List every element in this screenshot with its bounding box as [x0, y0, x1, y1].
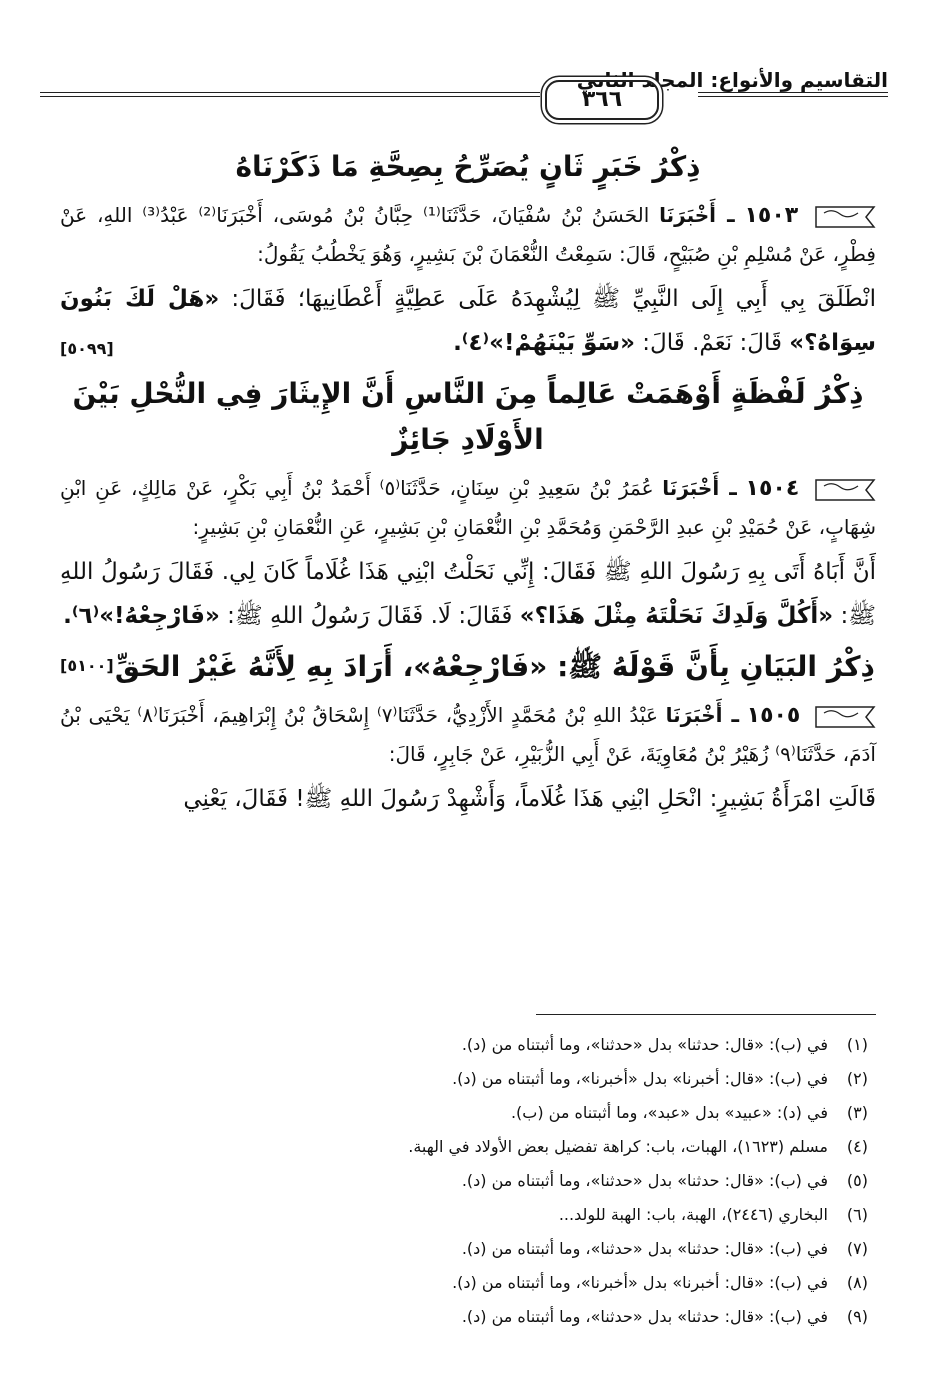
akhbarana: أَخْبَرَنَا	[662, 476, 720, 500]
matn-text: قَالَتِ امْرَأَةُ بَشِيرٍ: انْحَلِ ابْنِي هَذَا غُلَاماً، وَأَشْهِدْ رَسُولَ اللهِ ﷺ! فَقَالَ، يَعْنِي	[183, 786, 876, 812]
main-text	[60, 140, 876, 827]
matn-tail: قَالَ: نَعَمْ. قَالَ:	[635, 330, 790, 356]
footnote-text: في (ب): «قال: حدثنا» بدل «حدثنا»، وما أثبتناه من (د).	[461, 1035, 828, 1054]
akhbarana: أَخْبَرَنَا	[665, 703, 723, 727]
footnote	[60, 1266, 868, 1300]
chapter-title: ذِكْرُ البَيَانِ بِأَنَّ قَوْلَهُ ﷺ: «فَارْجِعْهُ»، أَرَادَ بِهِ لِأَنَّهُ غَيْرُ الحَقِّ	[114, 650, 875, 683]
footnote-number: (٩)	[846, 1307, 868, 1326]
footnote-number: (٢)	[846, 1069, 868, 1088]
footnote-text: في (ب): «قال: أخبرنا» بدل «أخبرنا»، وما أثبتناه من (د).	[452, 1273, 828, 1292]
header-rule-left	[40, 92, 540, 97]
chapter-title: ذِكْرُ خَبَرٍ ثَانٍ يُصَرِّحُ بِصِحَّةِ مَا ذَكَرْنَاهُ	[235, 150, 701, 183]
footnote	[60, 1164, 868, 1198]
footnote	[60, 1062, 868, 1096]
footnote-divider	[536, 1014, 876, 1015]
matn-quote-2: «سَوِّ بَيْنَهُمْ!»⁽٤⁾.	[453, 330, 635, 356]
footnote	[60, 1198, 868, 1232]
footnote-number: (٤)	[846, 1137, 868, 1156]
footnote	[60, 1300, 868, 1334]
footnote-text: في (ب): «قال: أخبرنا» بدل «أخبرنا»، وما أثبتناه من (د).	[452, 1069, 828, 1088]
footnote-number: (٦)	[846, 1205, 868, 1224]
matn-quote: «أَكُلَّ وَلَدِكَ نَحَلْتَهُ مِثْلَ هَذَا؟»	[519, 603, 834, 629]
running-title: التقاسيم والأنواع: المجلد الثاني	[576, 68, 888, 92]
isnad: ١٥٠٥ ـ أَخْبَرَنَا عَبْدُ اللهِ بْنُ مُحَمَّدٍ الأَزْدِيُّ، حَدَّثَنَا⁽٧⁾ إِسْحَاقُ بْنُ إِبْرَاهِيمَ، أَخْبَرَنَا⁽٨⁾ يَحْيَى بْنُ آدَمَ، حَدَّثَنَا⁽٩⁾ زُهَيْرُ بْنُ مُعَاوِيَةَ، عَنْ أَبِي الزُّبَيْرِ، عَنْ جَابِرٍ، قَالَ:	[60, 703, 876, 766]
running-header	[40, 62, 888, 132]
matn-text: انْطَلَقَ بِي أَبِي إِلَى النَّبِيِّ ﷺ لِيُشْهِدَهُ عَلَى عَطِيَّةٍ أَعْطَانِيهَا؛ فَقَالَ:	[219, 286, 876, 312]
isnad-text: عُمَرُ بْنُ سَعِيدِ بْنِ سِنَانٍ، حَدَّثَنَا⁽٥⁾ أَحْمَدُ بْنُ أَبِي بَكْرٍ، عَنْ مَالِكٍ، عَنِ ابْنِ شِهَابٍ، عَنْ حُمَيْدِ بْنِ عبدِ الرَّحْمَنِ وَمُحَمَّدِ بْنِ النُّعْمَانِ بْنِ بَشِيرٍ، عَنِ النُّعْمَانِ بْنِ بَشِيرٍ:	[60, 476, 876, 539]
cross-reference: [٥١٠٠]	[60, 656, 114, 675]
hadith-number: ١٥٠٥	[746, 703, 801, 728]
chapter-3	[60, 644, 876, 821]
footnote-text: البخاري (٢٤٤٦)، الهبة، باب: الهبة للولد...	[558, 1205, 828, 1224]
footnote-number: (٧)	[846, 1239, 868, 1258]
isnad-text: عَبْدُ اللهِ بْنُ مُحَمَّدٍ الأَزْدِيُّ، حَدَّثَنَا⁽٧⁾ إِسْحَاقُ بْنُ إِبْرَاهِيمَ، أَخْبَرَنَا⁽٨⁾ يَحْيَى بْنُ آدَمَ، حَدَّثَنَا⁽٩⁾ زُهَيْرُ بْنُ مُعَاوِيَةَ، عَنْ أَبِي الزُّبَيْرِ، عَنْ جَابِرٍ، قَالَ:	[60, 703, 876, 766]
footnote-text: مسلم (١٦٢٣)، الهبات، باب: كراهة تفضيل بعض الأولاد في الهبة.	[408, 1137, 828, 1156]
hadith-badge-icon	[814, 204, 876, 230]
footnote-number: (٥)	[846, 1171, 868, 1190]
hadith-badge-icon	[814, 477, 876, 503]
footnote-text: في (ب): «قال: حدثنا» بدل «حدثنا»، وما أثبتناه من (د).	[461, 1239, 828, 1258]
header-rule-right	[698, 92, 888, 97]
footnotes	[60, 1028, 868, 1334]
matn-text: أَنَّ أَبَاهُ أَتَى بِهِ رَسُولَ اللهِ ﷺ فَقَالَ: إِنِّي نَحَلْتُ ابْنِي هَذَا غُلَاماً كَانَ لِي. فَقَالَ رَسُولُ اللهِ ﷺ:	[60, 559, 876, 629]
footnote-text: في (د): «عبيد» بدل «عبد»، وما أثبتناه من (ب).	[510, 1103, 828, 1122]
akhbarana: أَخْبَرَنَا	[659, 203, 717, 227]
page-number: ٣٦٦	[545, 80, 659, 120]
footnote	[60, 1096, 868, 1130]
footnote-text: في (ب): «قال: حدثنا» بدل «حدثنا»، وما أثبتناه من (د).	[461, 1307, 828, 1326]
footnote	[60, 1232, 868, 1266]
matn-quote-2: «فَارْجِعْهُ!»⁽٦⁾.	[63, 603, 220, 629]
footnote	[60, 1130, 868, 1164]
hadith-badge-icon	[814, 704, 876, 730]
hadith-number: ١٥٠٣	[744, 203, 799, 228]
cross-reference: [٥٠٩٩]	[60, 339, 114, 358]
matn-tail: فَقَالَ: لَا. فَقَالَ رَسُولُ اللهِ ﷺ:	[219, 603, 520, 629]
matn	[60, 777, 876, 821]
isnad: ١٥٠٣ ـ أَخْبَرَنَا الحَسَنُ بْنُ سُفْيَانَ، حَدَّثَنَا⁽¹⁾ حِبَّانُ بْنُ مُوسَى، أَخْبَرَنَا⁽²⁾ عَبْدُ⁽³⁾ اللهِ، عَنْ فِطْرٍ، عَنْ مُسْلِمِ بْنِ صُبَيْحٍ، قَالَ: سَمِعْتُ النُّعْمَانَ بْنَ بَشِيرٍ، وَهُوَ يَخْطُبُ يَقُولُ:	[60, 203, 876, 266]
chapter-title: ذِكْرُ لَفْظَةٍ أَوْهَمَتْ عَالِماً مِنَ النَّاسِ أَنَّ الإِيثَارَ فِي النُّحْلِ بَيْنَ الأَوْلَادِ جَائِزٌ	[72, 377, 864, 456]
footnote-number: (٣)	[846, 1103, 868, 1122]
isnad: ١٥٠٤ ـ أَخْبَرَنَا عُمَرُ بْنُ سَعِيدِ بْنِ سِنَانٍ، حَدَّثَنَا⁽٥⁾ أَحْمَدُ بْنُ أَبِي بَكْرٍ، عَنْ مَالِكٍ، عَنِ ابْنِ شِهَابٍ، عَنْ حُمَيْدِ بْنِ عبدِ الرَّحْمَنِ وَمُحَمَّدِ بْنِ النُّعْمَانِ بْنِ بَشِيرٍ، عَنِ النُّعْمَانِ بْنِ بَشِيرٍ:	[60, 476, 876, 539]
footnote-text: في (ب): «قال: حدثنا» بدل «حدثنا»، وما أثبتناه من (د).	[461, 1171, 828, 1190]
chapter-1	[60, 144, 876, 365]
matn-quote: «هَلْ لَكَ بَنُونَ سِوَاهُ؟»	[60, 286, 876, 356]
footnote-number: (٨)	[846, 1273, 868, 1292]
matn	[60, 277, 876, 365]
footnote	[60, 1028, 868, 1062]
hadith-number: ١٥٠٤	[745, 476, 800, 501]
isnad-text: الحَسَنُ بْنُ سُفْيَانَ، حَدَّثَنَا⁽¹⁾ حِبَّانُ بْنُ مُوسَى، أَخْبَرَنَا⁽²⁾ عَبْدُ⁽³⁾ اللهِ، عَنْ فِطْرٍ، عَنْ مُسْلِمِ بْنِ صُبَيْحٍ، قَالَ: سَمِعْتُ النُّعْمَانَ بْنَ بَشِيرٍ، وَهُوَ يَخْطُبُ يَقُولُ:	[60, 203, 876, 266]
footnote-number: (١)	[846, 1035, 868, 1054]
